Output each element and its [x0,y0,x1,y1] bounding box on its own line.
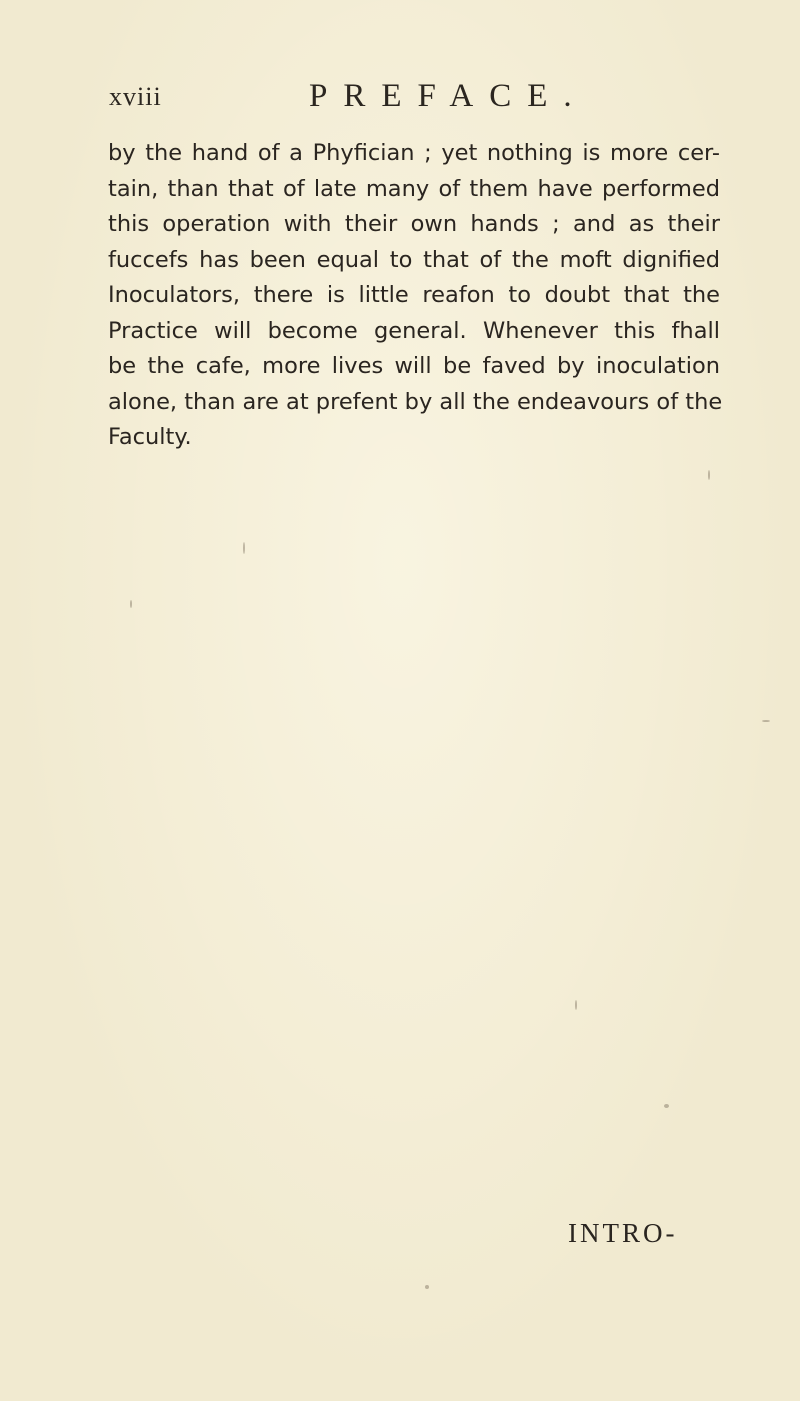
paper-speck [130,600,132,608]
text-line: fuccefs has been equal to that of the moft dignified [108,246,720,273]
running-head [109,78,709,122]
paper-speck [664,1104,669,1108]
text-line: tain, than that of late many of them have performed [108,175,720,202]
text-line: this operation with their own hands ; and as their [108,211,720,237]
text-line: Faculty. [108,424,192,450]
paper-speck [243,542,245,554]
text-line: by the hand of a Phyfician ; yet nothing is more cer- [108,140,720,166]
paper-speck [708,470,710,480]
page-number: xviii [109,82,162,111]
text-line: alone, than are at prefent by all the endeavours of the [108,388,723,415]
text-line: Practice will become general. Whenever this fhall [108,317,720,344]
catchword: INTRO- [568,1218,678,1248]
paper-speck [762,720,770,722]
paper-speck [575,1000,577,1010]
body-text [108,136,723,456]
header-title: PREFACE. [309,78,588,114]
text-line: be the cafe, more lives will be faved by inoculation [108,353,720,379]
paper-speck [425,1285,429,1289]
text-line: Inoculators, there is little reafon to doubt that the [108,282,720,308]
